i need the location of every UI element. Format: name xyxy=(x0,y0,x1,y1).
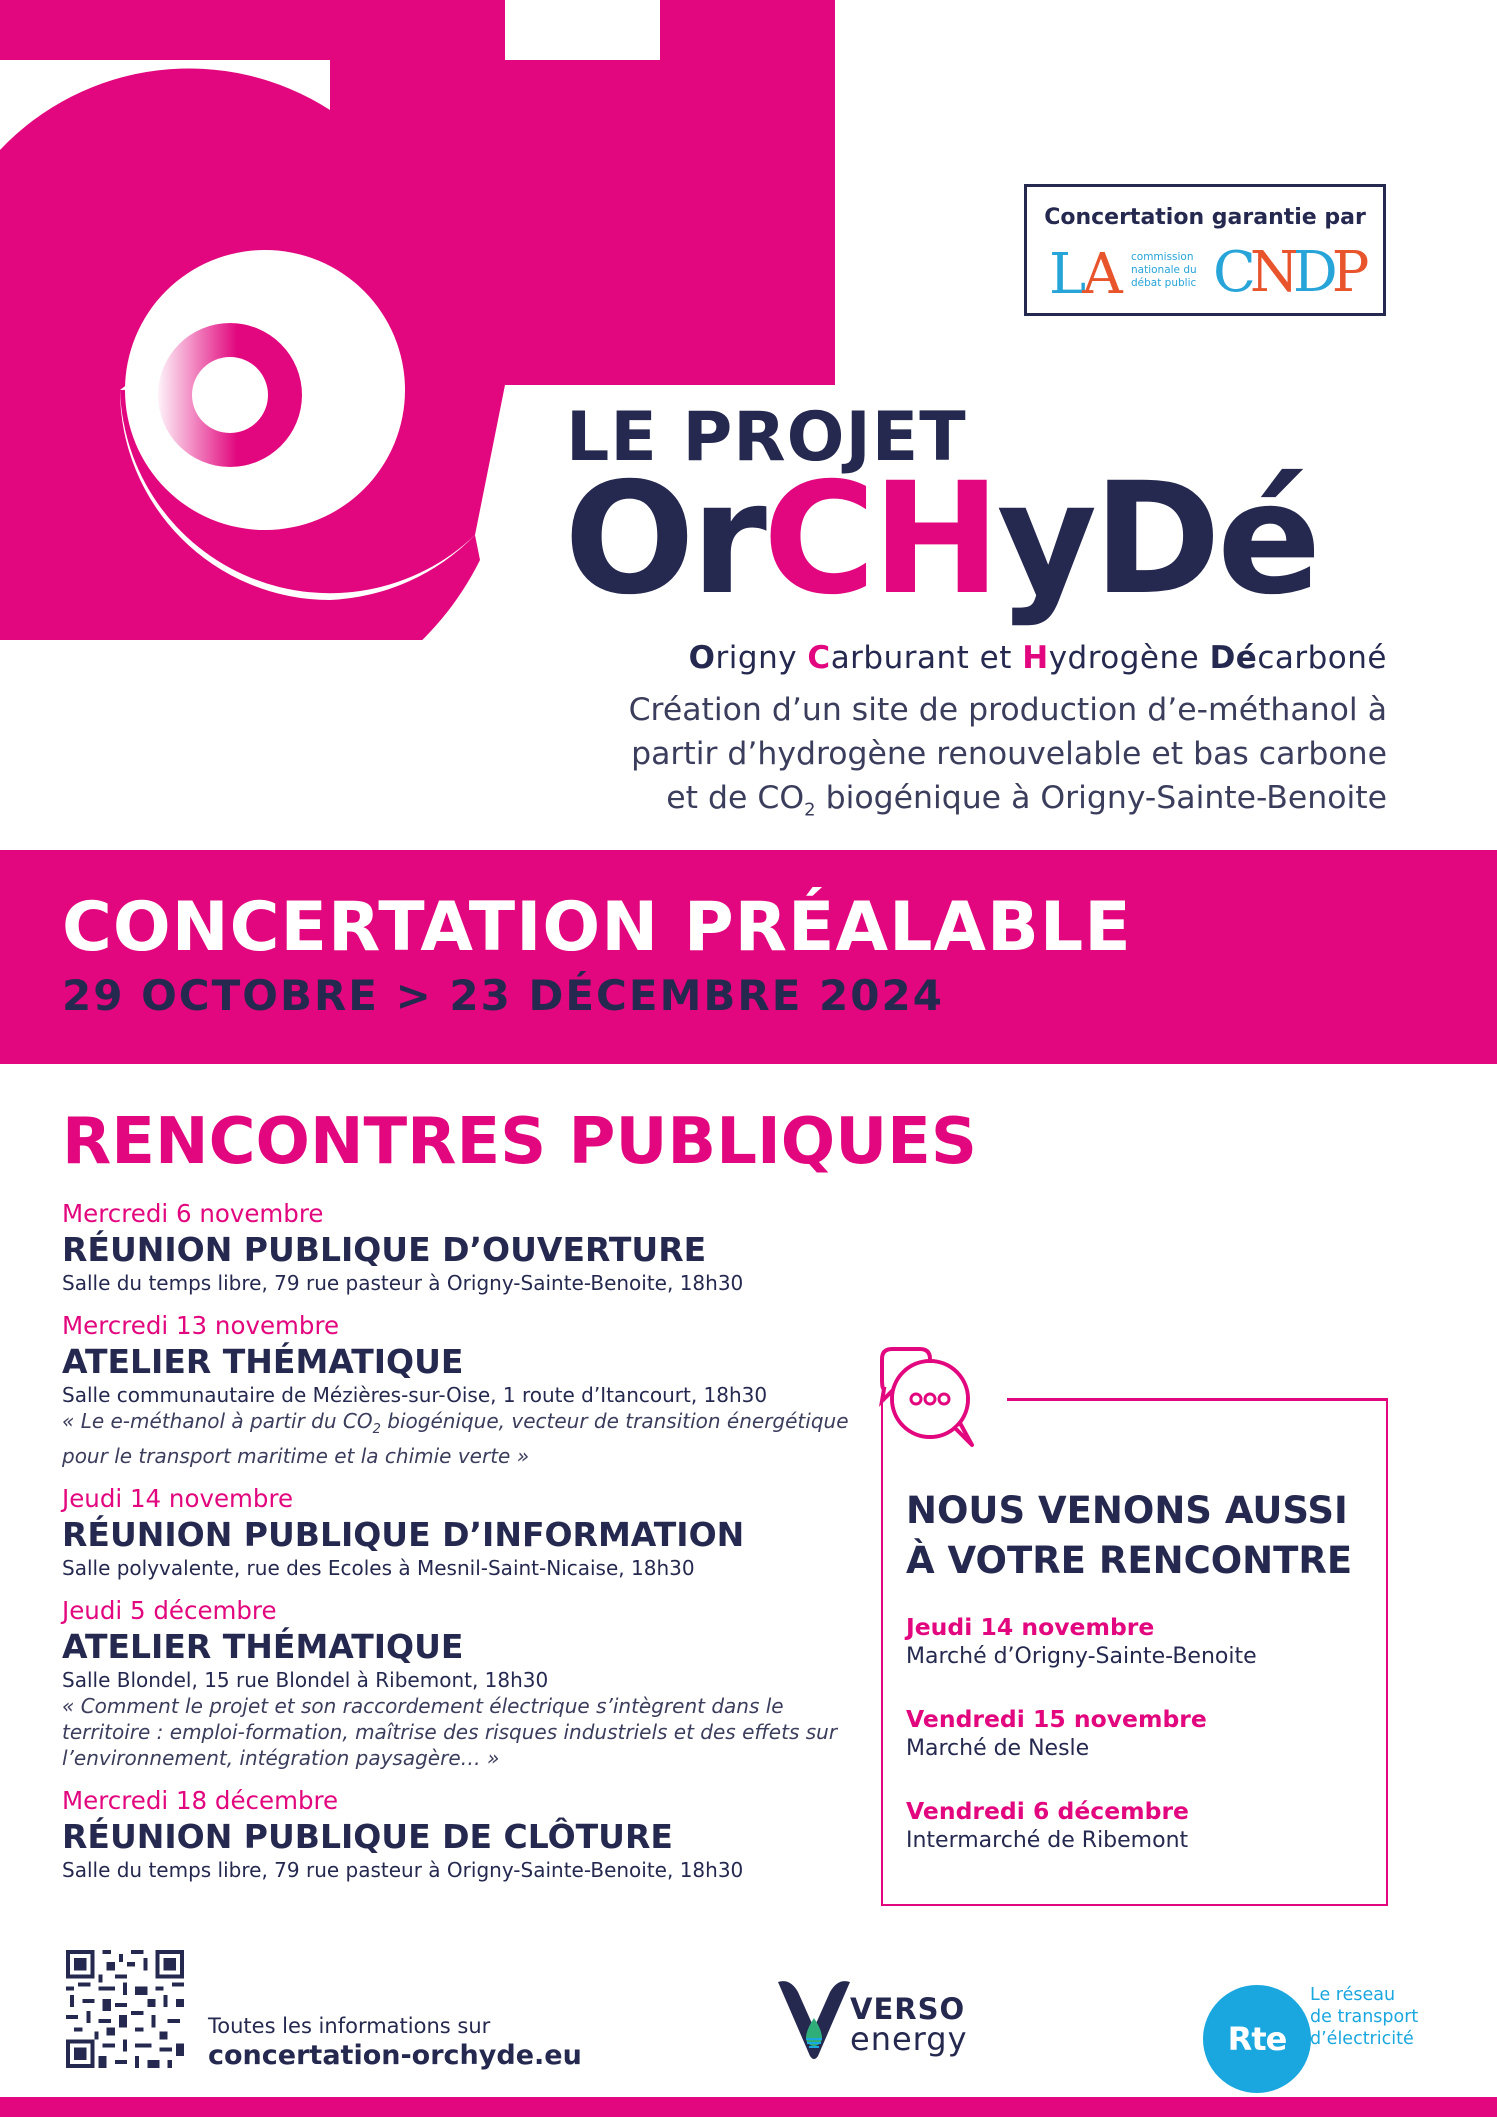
event-quote-start: « Le e-méthanol à partir du CO xyxy=(62,1409,373,1433)
events-list xyxy=(62,1198,852,1897)
event-quote xyxy=(62,1408,852,1469)
description-line-3 xyxy=(507,776,1387,832)
energy-wordmark: energy xyxy=(850,2020,968,2058)
rencontres-heading: RENCONTRES PUBLIQUES xyxy=(62,1105,977,1179)
acronym-letter-c: C xyxy=(807,640,831,676)
event-date: Mercredi 18 décembre xyxy=(62,1786,339,1815)
bottom-bar xyxy=(0,2097,1497,2117)
verso-wordmark: VERSO xyxy=(850,1992,966,2026)
event-title: ATELIER THÉMATIQUE xyxy=(62,1627,464,1666)
rte-tagline-line-1: Le réseau xyxy=(1310,1985,1396,2005)
event-place: Salle polyvalente, rue des Ecoles à Mesnil-Saint-Nicaise, 18h30 xyxy=(62,1556,695,1580)
acronym-letter-de: Dé xyxy=(1209,640,1258,676)
venons-date: Jeudi 14 novembre xyxy=(906,1613,1155,1641)
project-pretitle: LE PROJET xyxy=(566,398,967,477)
project-name-part-3: H xyxy=(871,450,997,629)
cndp-guarantee-title: Concertation garantie par xyxy=(1044,205,1366,230)
event-place: Salle du temps libre, 79 rue pasteur à Origny-Sainte-Benoite, 18h30 xyxy=(62,1271,744,1295)
event-quote-end: biogénique, vecteur de transition énergétique pour le transport maritime et la chimie verte » xyxy=(62,1409,849,1468)
project-name-part-1: Or xyxy=(564,450,763,629)
event-quote: « Comment le projet et son raccordement électrique s’intègrent dans le territoire : emploi-formation, maîtrise des risques industriels et des effets sur l’environnement, intégration paysagère… » xyxy=(62,1694,838,1770)
description-line-3-rest: biogénique à Origny-Sainte-Benoite xyxy=(815,780,1387,816)
event-item xyxy=(62,1595,852,1771)
venons-place: Intermarché de Ribemont xyxy=(906,1828,1189,1853)
event-quote-subscript: 2 xyxy=(372,1422,381,1437)
project-name-part-2: C xyxy=(762,450,872,629)
chat-bubbles-icon xyxy=(868,1345,1004,1455)
event-date: Jeudi 14 novembre xyxy=(62,1484,294,1513)
venons-date: Vendredi 6 décembre xyxy=(906,1797,1189,1825)
event-item xyxy=(62,1198,852,1296)
acronym-word-1: rigny xyxy=(715,640,808,676)
event-item xyxy=(62,1483,852,1581)
cndp-la-logo: LA xyxy=(1049,242,1119,307)
project-description xyxy=(507,688,1387,832)
website-link[interactable]: concertation-orchyde.eu xyxy=(208,2040,582,2071)
project-acronym-meaning xyxy=(689,640,1387,676)
event-date: Jeudi 5 décembre xyxy=(62,1596,277,1625)
cndp-line-3: débat public xyxy=(1131,277,1197,289)
venons-item xyxy=(906,1612,1366,1672)
acronym-word-3: ydrogène xyxy=(1048,640,1210,676)
venons-place: Marché de Nesle xyxy=(906,1736,1090,1761)
event-date: Mercredi 13 novembre xyxy=(62,1311,340,1340)
venons-item xyxy=(906,1796,1366,1856)
venons-date: Vendredi 15 novembre xyxy=(906,1705,1207,1733)
event-title: RÉUNION PUBLIQUE D’OUVERTURE xyxy=(62,1230,707,1269)
description-line-2: partir d’hydrogène renouvelable et bas carbone xyxy=(631,736,1387,772)
info-label: Toutes les informations sur xyxy=(208,2014,491,2038)
acronym-letter-h: H xyxy=(1022,640,1049,676)
cndp-full-name xyxy=(1131,251,1197,290)
cndp-logo: CNDP xyxy=(1213,240,1364,305)
acronym-word-4: carboné xyxy=(1257,640,1387,676)
description-co2-subscript: 2 xyxy=(804,799,816,821)
rte-tagline xyxy=(1310,1984,1440,2050)
description-co2: et de CO xyxy=(666,780,805,816)
verso-energy-logo-icon xyxy=(776,1978,852,2060)
event-date: Mercredi 6 novembre xyxy=(62,1199,324,1228)
event-title: ATELIER THÉMATIQUE xyxy=(62,1342,464,1381)
rte-tagline-line-3: d’électricité xyxy=(1310,2029,1414,2049)
venons-box-top-border xyxy=(1007,1398,1388,1401)
description-line-1: Création d’un site de production d’e-méthanol à xyxy=(628,692,1387,728)
event-place: Salle communautaire de Mézières-sur-Oise, 1 route d’Itancourt, 18h30 xyxy=(62,1383,768,1407)
venons-title: NOUS VENONS AUSSI À VOTRE RENCONTRE xyxy=(906,1489,1353,1582)
venons-list xyxy=(906,1612,1366,1888)
event-item xyxy=(62,1785,852,1883)
venons-item xyxy=(906,1704,1366,1764)
event-title: RÉUNION PUBLIQUE DE CLÔTURE xyxy=(62,1817,673,1856)
event-title: RÉUNION PUBLIQUE D’INFORMATION xyxy=(62,1515,745,1554)
rte-logo: Rte xyxy=(1203,1985,1311,2093)
project-name-part-4: yDé xyxy=(996,450,1318,629)
event-place: Salle Blondel, 15 rue Blondel à Ribemont, 18h30 xyxy=(62,1668,549,1692)
project-name xyxy=(564,450,1317,630)
rte-tagline-line-2: de transport xyxy=(1310,2007,1419,2027)
event-place: Salle du temps libre, 79 rue pasteur à Origny-Sainte-Benoite, 18h30 xyxy=(62,1858,744,1882)
cndp-line-1: commission xyxy=(1131,251,1194,263)
venons-place: Marché d’Origny-Sainte-Benoite xyxy=(906,1644,1257,1669)
concertation-dates: 29 OCTOBRE > 23 DÉCEMBRE 2024 xyxy=(62,971,944,1020)
acronym-letter-o: O xyxy=(688,640,716,676)
event-item xyxy=(62,1310,852,1469)
concertation-title: CONCERTATION PRÉALABLE xyxy=(62,888,1132,967)
cndp-guarantee-box xyxy=(1024,184,1386,316)
acronym-word-2: arburant et xyxy=(830,640,1023,676)
cndp-line-2: nationale du xyxy=(1131,264,1197,276)
qr-code-icon[interactable] xyxy=(66,1950,184,2068)
